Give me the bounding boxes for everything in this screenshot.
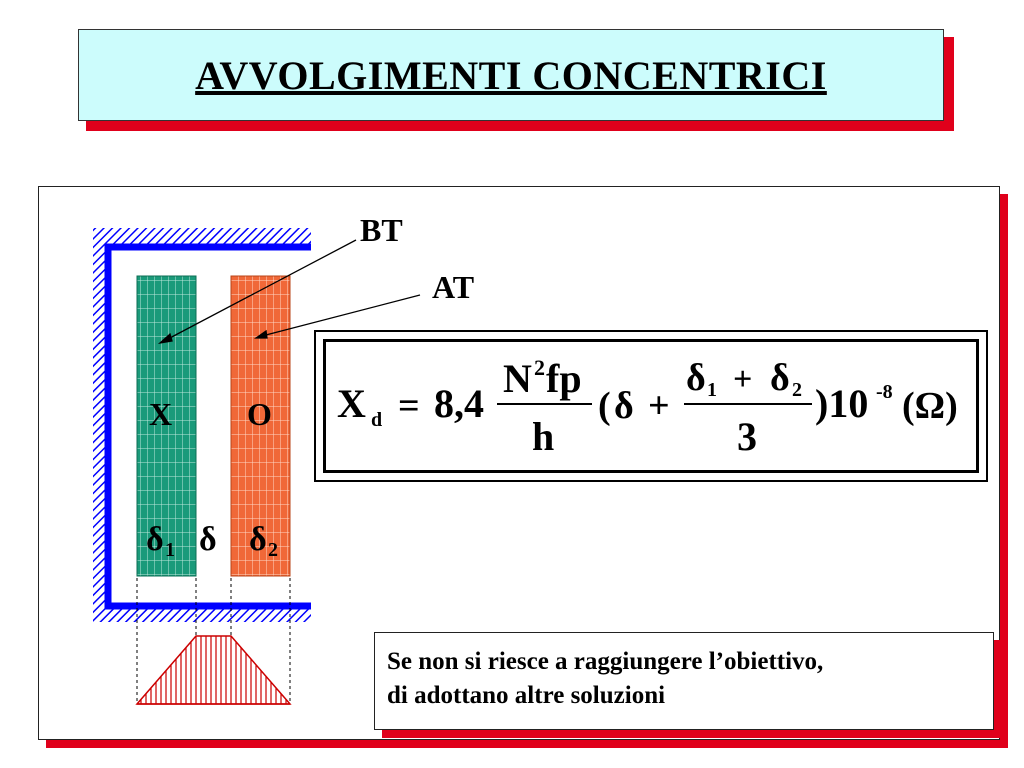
note-box bbox=[374, 632, 994, 730]
label-at: AT bbox=[432, 269, 475, 305]
delta1-subscript: 1 bbox=[165, 539, 175, 561]
formula-frac2-sub1: 1 bbox=[707, 379, 717, 401]
formula-paren-open: ( bbox=[598, 385, 611, 427]
formula-plus: + bbox=[648, 385, 670, 427]
label-x: X bbox=[149, 396, 173, 432]
note-line-2: di adottano altre soluzioni bbox=[387, 682, 666, 709]
page-title: AVVOLGIMENTI CONCENTRICI bbox=[195, 52, 827, 98]
formula-frac2-sub2: 2 bbox=[792, 379, 802, 401]
formula-delta: δ bbox=[614, 385, 634, 427]
formula-coef: 8,4 bbox=[434, 381, 484, 426]
formula-equals: = bbox=[398, 385, 420, 427]
formula-frac2-d1: δ bbox=[686, 357, 706, 399]
formula-lhs-sub: d bbox=[371, 409, 383, 431]
formula-unit: (Ω) bbox=[902, 385, 958, 427]
delta1-symbol: δ bbox=[146, 521, 164, 558]
delta2-subscript: 2 bbox=[268, 539, 278, 561]
formula-lhs: X bbox=[337, 381, 366, 426]
label-bt: BT bbox=[360, 212, 403, 248]
formula-exp: -8 bbox=[876, 381, 893, 403]
formula-paren-close-ten: )10 bbox=[815, 381, 869, 426]
label-o: O bbox=[247, 396, 272, 432]
delta2-symbol: δ bbox=[249, 521, 267, 558]
label-delta-gap: δ bbox=[199, 521, 217, 558]
formula-frac2-den: 3 bbox=[737, 414, 757, 459]
formula-num-rest: fp bbox=[546, 356, 582, 401]
note-line-1: Se non si riesce a raggiungere l’obiettivo, bbox=[387, 648, 824, 675]
formula-num-exp: 2 bbox=[534, 355, 545, 380]
formula-frac2-d2: δ bbox=[770, 357, 790, 399]
formula-num-n: N bbox=[503, 356, 532, 401]
formula-frac2-plus: + bbox=[733, 361, 753, 398]
formula-den: h bbox=[532, 414, 555, 459]
